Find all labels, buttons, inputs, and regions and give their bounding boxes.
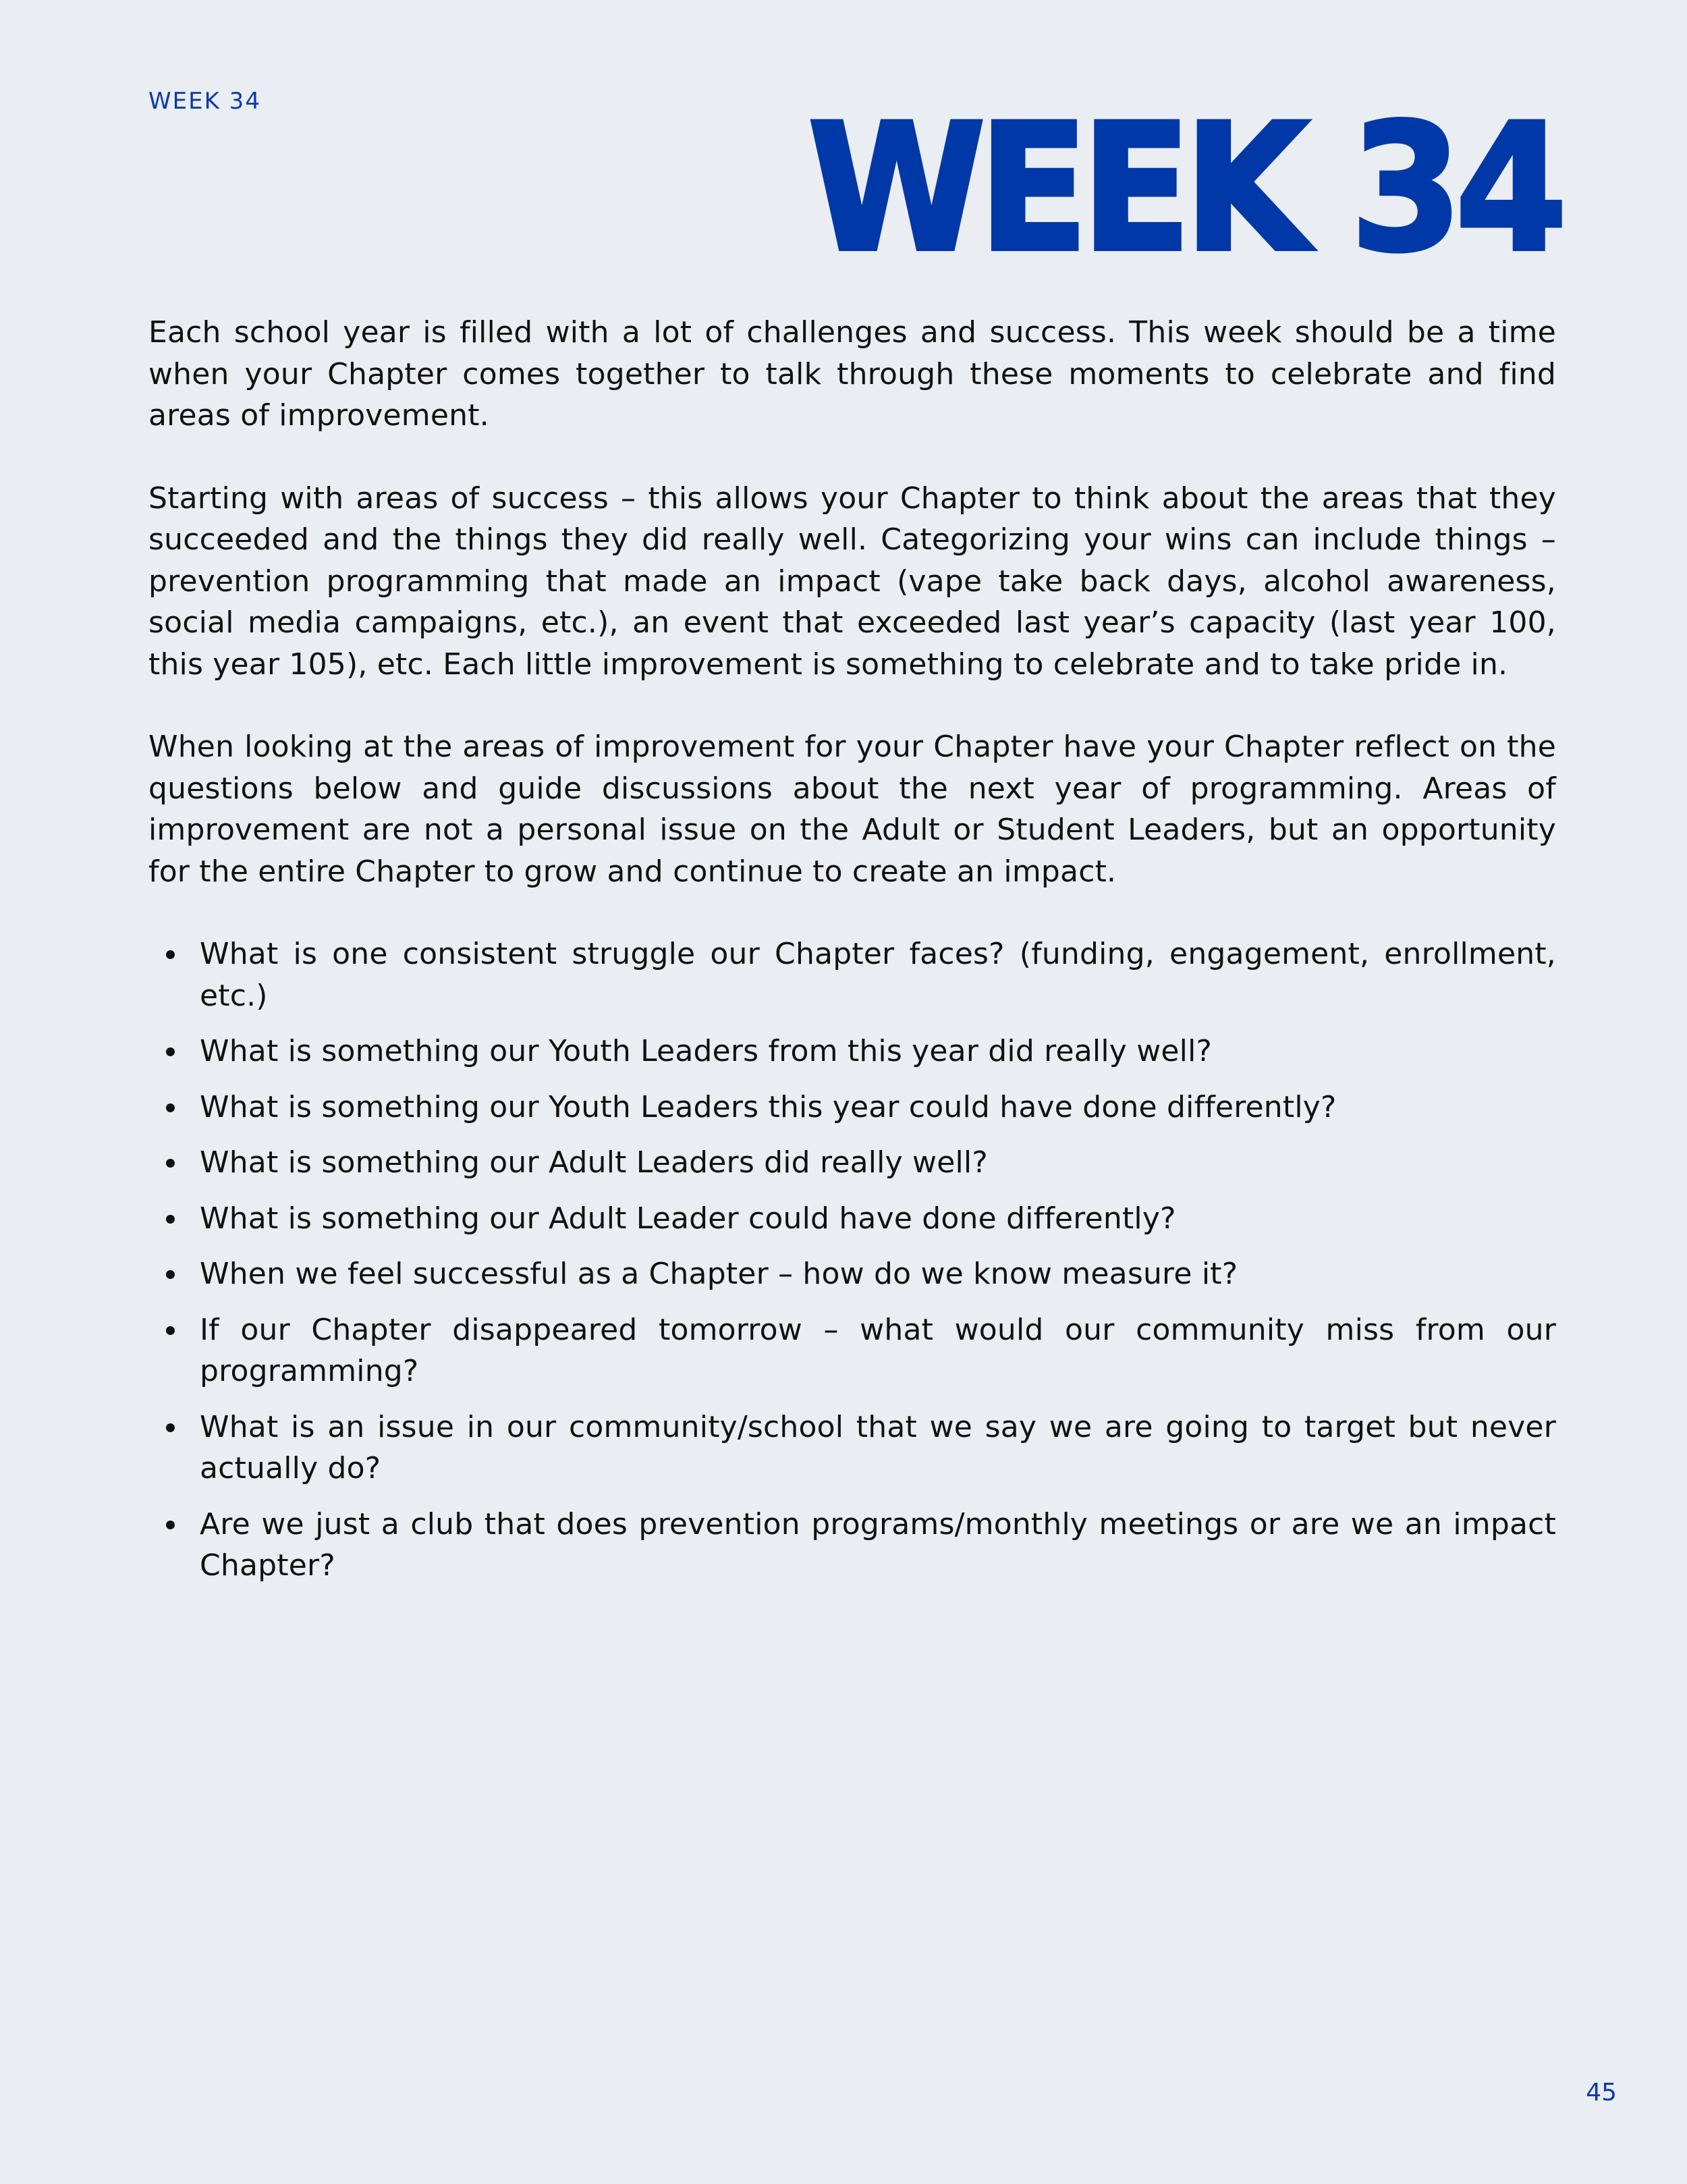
improvement-paragraph: When looking at the areas of improvement for your Chapter have your Chapter reflect on the questions below and guide discussions about the next year of programming. Areas of improvement are not a personal issue on the Adult or Student Leaders, but an opportunity for the entire Chapter to grow and continue to create an impact.	[148, 730, 1556, 889]
bullet-icon	[166, 1521, 175, 1529]
bullet-icon	[166, 1326, 175, 1335]
intro-paragraph: Each school year is filled with a lot of challenges and success. This week should be a time when your Chapter comes together to talk through these moments to celebrate and find areas of improvement.	[148, 315, 1556, 433]
list-item	[148, 1087, 1556, 1128]
success-paragraph: Starting with areas of success – this allows your Chapter to think about the areas that they succeeded and the things they did really well. Categorizing your wins can include things – prevention programming that made an impact (vape take back days, alcohol awareness, social media campaigns, etc.), an event that exceeded last year’s capacity (last year 100, this year 105), etc. Each little improvement is something to celebrate and to take pride in.	[148, 481, 1556, 682]
bullet-icon	[166, 950, 175, 959]
list-item	[148, 1142, 1556, 1184]
bullet-icon	[166, 1103, 175, 1112]
question-text: If our Chapter disappeared tomorrow – what would our community miss from our programming?	[200, 1312, 1556, 1388]
question-text: Are we just a club that does prevention programs/monthly meetings or are we an impact Chapter?	[200, 1506, 1556, 1583]
running-header-label: WEEK 34	[148, 88, 261, 115]
bullet-icon	[166, 1270, 175, 1279]
page-content	[148, 312, 1556, 1601]
question-text: When we feel successful as a Chapter – how do we know measure it?	[200, 1257, 1238, 1291]
list-item	[148, 1407, 1556, 1490]
list-item	[148, 1198, 1556, 1240]
bullet-icon	[166, 1423, 175, 1432]
bullet-icon	[166, 1047, 175, 1056]
question-text: What is one consistent struggle our Chapter faces? (funding, engagement, enrollment, etc.)	[200, 937, 1556, 1013]
list-item	[148, 1253, 1556, 1295]
list-item	[148, 933, 1556, 1016]
question-text: What is an issue in our community/school that we say we are going to target but never actually do?	[200, 1409, 1556, 1485]
page-number: 45	[1586, 2079, 1617, 2106]
question-text: What is something our Youth Leaders this year could have done differently?	[200, 1089, 1337, 1124]
bullet-icon	[166, 1159, 175, 1168]
list-item	[148, 1504, 1556, 1587]
reflection-questions-list	[148, 933, 1556, 1587]
question-text: What is something our Youth Leaders from this year did really well?	[200, 1034, 1213, 1068]
list-item	[148, 1309, 1556, 1392]
question-text: What is something our Adult Leaders did really well?	[200, 1145, 988, 1180]
list-item	[148, 1031, 1556, 1072]
page-title: WEEK 34	[808, 87, 1560, 291]
bullet-icon	[166, 1215, 175, 1224]
question-text: What is something our Adult Leader could have done differently?	[200, 1201, 1176, 1236]
